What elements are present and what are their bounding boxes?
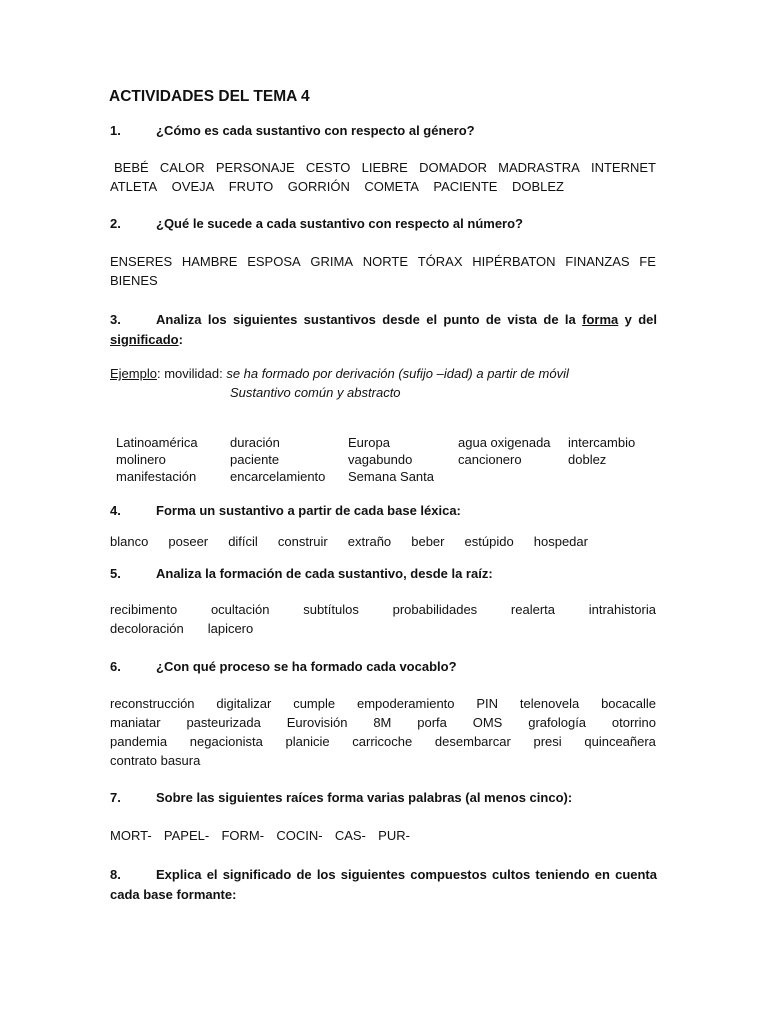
word-item: OVEJA xyxy=(171,179,215,194)
example-label: Ejemplo xyxy=(110,366,157,381)
question-text: Sobre las siguientes raíces forma varias palabras (al menos cinco): xyxy=(156,790,573,805)
underlined-term: forma xyxy=(582,312,619,327)
word-item: construir xyxy=(277,534,328,549)
question-number: 8. xyxy=(110,867,121,882)
word-item: PUR- xyxy=(378,828,410,843)
word-item: poseer xyxy=(168,534,209,549)
word-item: HIPÉRBATON xyxy=(472,254,556,269)
word-item: PAPEL- xyxy=(163,828,210,843)
word-item: GRIMA xyxy=(310,254,354,269)
word-item: blanco xyxy=(110,534,149,549)
word-item: subtítulos xyxy=(303,602,359,617)
word-item: ESPOSA xyxy=(247,254,301,269)
question-number: 2. xyxy=(110,216,121,231)
word-item: Eurovisión xyxy=(286,715,348,730)
word-item: ENSERES xyxy=(110,254,173,269)
question-2 xyxy=(110,216,523,231)
word-item: extraño xyxy=(347,534,392,549)
word-item: NORTE xyxy=(362,254,408,269)
question-number: 6. xyxy=(110,659,121,674)
word-item: 8M xyxy=(373,715,392,730)
word-line xyxy=(110,179,564,194)
word-item: INTERNET xyxy=(590,160,656,175)
word-item: COCIN- xyxy=(276,828,323,843)
underlined-term: significado xyxy=(110,332,179,347)
word-line xyxy=(110,273,656,288)
word-line xyxy=(110,715,656,730)
word-line xyxy=(110,734,656,749)
word-item: CESTO xyxy=(305,160,351,175)
word-item: recibimento xyxy=(110,602,178,617)
word-item: TÓRAX xyxy=(417,254,463,269)
word-item: DOMADOR xyxy=(419,160,487,175)
word-item: GORRIÓN xyxy=(287,179,350,194)
word-item: planicie xyxy=(285,734,330,749)
word-item: Europa xyxy=(348,435,390,450)
word-item: pasteurizada xyxy=(186,715,261,730)
word-item: PIN xyxy=(476,696,499,711)
word-item: decoloración xyxy=(110,621,184,636)
word-grid xyxy=(116,435,678,485)
word-item: difícil xyxy=(228,534,258,549)
word-item: desembarcar xyxy=(434,734,511,749)
word-item: empoderamiento xyxy=(356,696,455,711)
question-number: 5. xyxy=(110,566,121,581)
word-item: Latinoamérica xyxy=(116,435,198,450)
question-5 xyxy=(110,566,493,581)
word-item: telenovela xyxy=(519,696,580,711)
word-item: duración xyxy=(230,435,280,450)
question-text: ¿Qué le sucede a cada sustantivo con respecto al número? xyxy=(156,216,524,231)
word-item: grafología xyxy=(528,715,587,730)
word-item: BIENES xyxy=(110,273,158,288)
question-number: 4. xyxy=(110,503,121,518)
word-item: porfa xyxy=(417,715,447,730)
word-item: FORM- xyxy=(221,828,265,843)
word-item: reconstrucción xyxy=(110,696,195,711)
word-item: negacionista xyxy=(189,734,263,749)
word-item: intercambio xyxy=(568,435,636,450)
word-line xyxy=(110,254,656,269)
word-item: pandemia xyxy=(110,734,168,749)
word-item: CAS- xyxy=(334,828,366,843)
word-item: agua oxigenada xyxy=(458,435,551,450)
question-text: ¿Cómo es cada sustantivo con respecto al género? xyxy=(156,123,475,138)
word-item: presi xyxy=(533,734,562,749)
word-item xyxy=(568,469,678,485)
word-item: MORT- xyxy=(110,828,152,843)
word-item: OMS xyxy=(472,715,503,730)
question-number: 3. xyxy=(110,312,121,327)
question-4 xyxy=(110,503,461,518)
word-item: manifestación xyxy=(116,469,197,484)
word-item: BEBÉ xyxy=(114,160,149,175)
word-item: vagabundo xyxy=(348,452,413,467)
word-line xyxy=(110,160,656,175)
word-item: realerta xyxy=(510,602,555,617)
word-item: encarcelamiento xyxy=(230,469,326,484)
word-item: doblez xyxy=(568,452,607,467)
question-8 xyxy=(110,865,657,905)
word-item: estúpido xyxy=(464,534,514,549)
word-item: CALOR xyxy=(159,160,205,175)
word-item: digitalizar xyxy=(216,696,272,711)
word-item: PERSONAJE xyxy=(215,160,295,175)
word-item: FINANZAS xyxy=(565,254,630,269)
word-item: probabilidades xyxy=(392,602,478,617)
page-title: ACTIVIDADES DEL TEMA 4 xyxy=(109,88,310,105)
word-item: paciente xyxy=(230,452,280,467)
word-item: carricoche xyxy=(352,734,413,749)
question-1 xyxy=(110,123,475,138)
question-6 xyxy=(110,659,457,674)
word-item: cancionero xyxy=(458,452,522,467)
word-line xyxy=(110,828,410,843)
word-item: FE xyxy=(639,254,656,269)
word-item: intrahistoria xyxy=(588,602,656,617)
word-item: molinero xyxy=(116,452,166,467)
question-text: ¿Con qué proceso se ha formado cada vocablo? xyxy=(156,659,457,674)
question-number: 1. xyxy=(110,123,121,138)
question-text: Explica el significado de los siguientes compuestos cultos teniendo en cuenta cada base formante: xyxy=(110,867,657,902)
word-item: hospedar xyxy=(533,534,588,549)
word-item: ATLETA xyxy=(110,179,158,194)
word-item: bocacalle xyxy=(601,696,656,711)
word-item: HAMBRE xyxy=(181,254,238,269)
question-3: 3. Analiza los siguientes sustantivos desde el punto de vista de la forma y del significado: xyxy=(110,312,657,347)
word-item: LIEBRE xyxy=(361,160,408,175)
word-item: lapicero xyxy=(207,621,254,636)
question-text: Analiza la formación de cada sustantivo, desde la raíz: xyxy=(156,566,493,581)
word-item: ocultación xyxy=(210,602,270,617)
word-item: DOBLEZ xyxy=(511,179,564,194)
word-line xyxy=(110,696,656,711)
word-item: PACIENTE xyxy=(433,179,498,194)
example-text: se ha formado por derivación (sufijo –idad) a partir de móvil xyxy=(226,366,569,381)
question-7 xyxy=(110,790,572,805)
question-text: Forma un sustantivo a partir de cada base léxica: xyxy=(156,503,461,518)
word-item: beber xyxy=(411,534,445,549)
word-item: MADRASTRA xyxy=(498,160,580,175)
word-item: maniatar xyxy=(110,715,161,730)
word-line xyxy=(110,621,656,636)
word-item: quinceañera xyxy=(584,734,656,749)
word-item: COMETA xyxy=(364,179,419,194)
word-item xyxy=(458,469,568,485)
word-line xyxy=(110,753,656,768)
word-line xyxy=(110,602,656,617)
word-item: FRUTO xyxy=(228,179,274,194)
word-item: contrato basura xyxy=(110,753,201,768)
word-line xyxy=(110,534,588,549)
word-item: Semana Santa xyxy=(348,469,435,484)
word-item: otorrino xyxy=(611,715,656,730)
word-item: cumple xyxy=(293,696,336,711)
question-number: 7. xyxy=(110,790,121,805)
example-line-2: Sustantivo común y abstracto xyxy=(230,385,401,400)
example-line: Ejemplo: movilidad: se ha formado por derivación (sufijo –idad) a partir de móvil xyxy=(110,366,569,381)
